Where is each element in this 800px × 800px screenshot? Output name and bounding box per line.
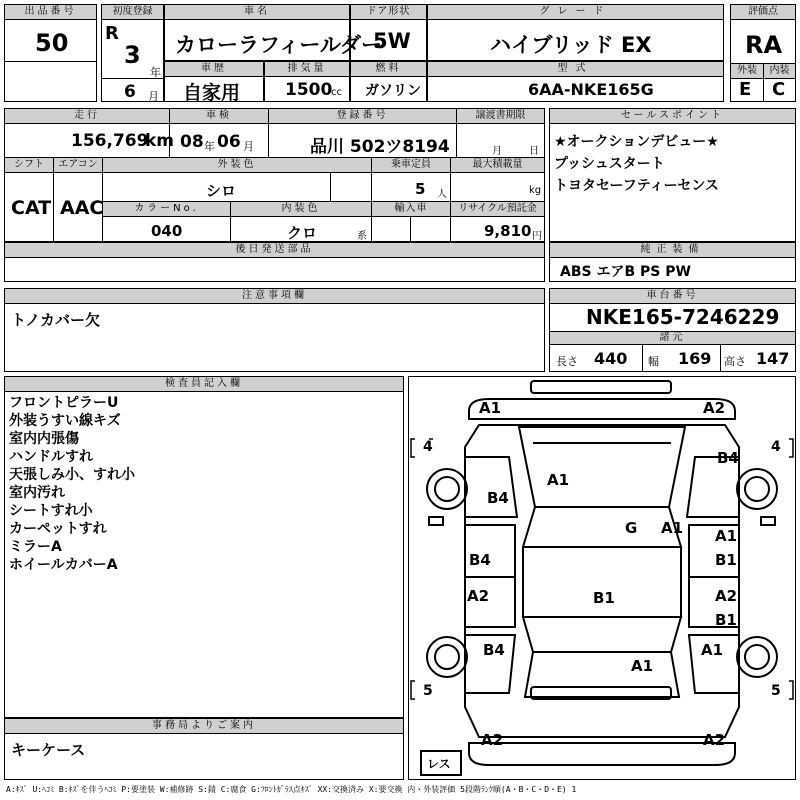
first-reg-month: 6 [124, 82, 136, 102]
damage-mark: B4 [717, 449, 739, 467]
vehicle-info-box: 走行 車検 登録番号 譲渡書期限 156,769 km 08 年 06 月 品川 502ツ8194 月 日 シフト エアコン 外装色 乗車定員 最大積載量 CAT AAC シロ 5 人 kg カラーNo. 内装色 輸入車 リサイクル預託金 040 クロ 系 9,810 円 [4, 108, 545, 242]
later-parts-box: 後日発送部品 [4, 242, 545, 282]
mileage: 156,769 [71, 131, 149, 151]
inspector-notes-list [9, 394, 135, 574]
notes-box: 注意事項欄 トノカバー欠 [4, 288, 545, 372]
score-box: 評価点 RA 外装 内装 E C [730, 4, 796, 102]
inspector-note: 室内汚れ [9, 485, 65, 501]
tire-depth-front-right: 4 [771, 439, 781, 455]
inspector-note: カーペットすれ [9, 521, 107, 537]
first-reg-header: 初度登録 [102, 5, 163, 20]
office-notes-box: 事務局よりご案内 キーケース [4, 718, 404, 780]
sales-point-box: セールスポイント ★オークションデビュー★ プッシュスタート トヨタセーフティーセンス [549, 108, 796, 242]
fuel: ガソリン [365, 83, 421, 99]
inspection-month: 06 [217, 132, 241, 152]
exterior-color: シロ [206, 182, 237, 200]
notes: トノカバー欠 [11, 311, 100, 329]
recycle-fee: 9,810 [484, 222, 532, 240]
shift: CAT [11, 197, 52, 219]
damage-mark: B1 [593, 589, 615, 607]
spec-length: 440 [594, 349, 628, 368]
damage-mark: B1 [715, 551, 737, 569]
lot-number-header: 出品番号 [5, 5, 96, 20]
damage-mark: B1 [715, 611, 737, 629]
inspection-year: 08 [180, 132, 204, 152]
car-outline-diagram [409, 377, 795, 779]
car-history: 自家用 [183, 82, 241, 104]
chassis-number: NKE165-7246229 [586, 305, 780, 329]
car-history-box: 車歴 自家用 [164, 61, 264, 102]
inspector-note: 外装うすい線キズ [9, 413, 121, 429]
damage-mark: G [625, 519, 638, 537]
damage-mark: A2 [703, 731, 726, 749]
damage-mark: B4 [487, 489, 509, 507]
capacity: 5 [415, 180, 426, 198]
inspector-note: 室内内張傷 [9, 431, 79, 447]
damage-mark: A1 [661, 519, 684, 537]
lot-number-box [4, 4, 97, 102]
interior-color: クロ [287, 224, 318, 242]
inspector-note: ハンドルすれ [9, 449, 93, 465]
displacement: 1500 [285, 80, 333, 100]
sales-point-1: ★オークションデビュー★ [554, 134, 719, 150]
damage-diagram-box [408, 376, 796, 780]
damage-mark: A1 [701, 641, 724, 659]
displacement-box: 排気量 1500 cc [264, 61, 350, 102]
damage-mark: A2 [467, 587, 490, 605]
first-reg-era: R [105, 23, 119, 44]
damage-mark: A2 [481, 731, 504, 749]
door-box: ドア形状 5W [350, 4, 427, 61]
aircon: AAC [60, 197, 104, 219]
sales-point-3: トヨタセーフティーセンス [554, 178, 719, 194]
grade-box: グレード ハイブリッド EX [427, 4, 724, 61]
interior-score: C [772, 79, 786, 100]
inspector-note: ミラーA [9, 539, 62, 555]
first-registration-box: 初度登録 R 3 年 6 月 [101, 4, 164, 102]
damage-mark: A1 [547, 471, 570, 489]
damage-mark: A1 [715, 527, 738, 545]
tire-depth-front-left: 4 [423, 439, 433, 455]
lot-number: 50 [35, 29, 69, 57]
tire-depth-rear-left: 5 [423, 683, 433, 699]
spec-width: 169 [678, 349, 712, 368]
damage-mark: A1 [479, 399, 502, 417]
spec-height: 147 [756, 349, 790, 368]
door-type: 5W [373, 29, 411, 53]
overall-score: RA [745, 31, 783, 59]
registration-number: 品川 502ツ8194 [310, 137, 450, 157]
model-code-box: 型式 6AA-NKE165G [427, 61, 724, 102]
inspector-note: 天張しみ小、すれ小 [9, 467, 135, 483]
inspector-note: フロントピラーU [9, 395, 119, 411]
inspector-note: シートすれ小 [9, 503, 93, 519]
damage-mark: A2 [703, 399, 726, 417]
inspector-note: ホイールカバーA [9, 557, 118, 573]
spare-tire-status: レス [427, 757, 451, 771]
model-code: 6AA-NKE165G [528, 80, 654, 99]
legend: A:ｷｽﾞ U:ﾍｺﾐ B:ｷｽﾞを伴うﾍｺﾐ P:要塗装 W:補修跡 S:錆 C:腐食 G:ﾌﾛﾝﾄｶﾞﾗｽ点ｷｽﾞ XX:交換済み X:要交換 内・外装評価 5段階ﾗﾝｸ順(A・B・C・D・E) 1 [6, 785, 577, 794]
damage-mark: A1 [631, 657, 654, 675]
damage-mark: A2 [715, 587, 738, 605]
tire-depth-rear-right: 5 [771, 683, 781, 699]
color-number: 040 [151, 222, 183, 240]
genuine-equipment-box: 純正装備 ABS エアB PS PW [549, 242, 796, 282]
fuel-box: 燃料 ガソリン [350, 61, 427, 102]
genuine-equipment: ABS エアB PS PW [560, 264, 691, 280]
grade: ハイブリッド EX [490, 33, 652, 57]
chassis-box: 車台番号 NKE165-7246229 諸元 長さ 440 幅 169 高さ 147 [549, 288, 796, 372]
damage-mark: B4 [483, 641, 505, 659]
exterior-score: E [739, 79, 752, 100]
inspector-notes-box: 検査員記入欄 フロントピラーU 外装うすい線キズ 室内内張傷 ハンドルすれ 天張しみ小、すれ小 室内汚れ シートすれ小 カーペットすれ ミラーA ホイールカバーA [4, 376, 404, 718]
sales-point-2: プッシュスタート [554, 156, 665, 172]
damage-mark: B4 [469, 551, 491, 569]
car-name: カローラフィールダー [175, 33, 383, 57]
car-name-box: 車名 カローラフィールダー [164, 4, 350, 61]
first-reg-year: 3 [124, 41, 141, 69]
office-note: キーケース [11, 741, 86, 759]
